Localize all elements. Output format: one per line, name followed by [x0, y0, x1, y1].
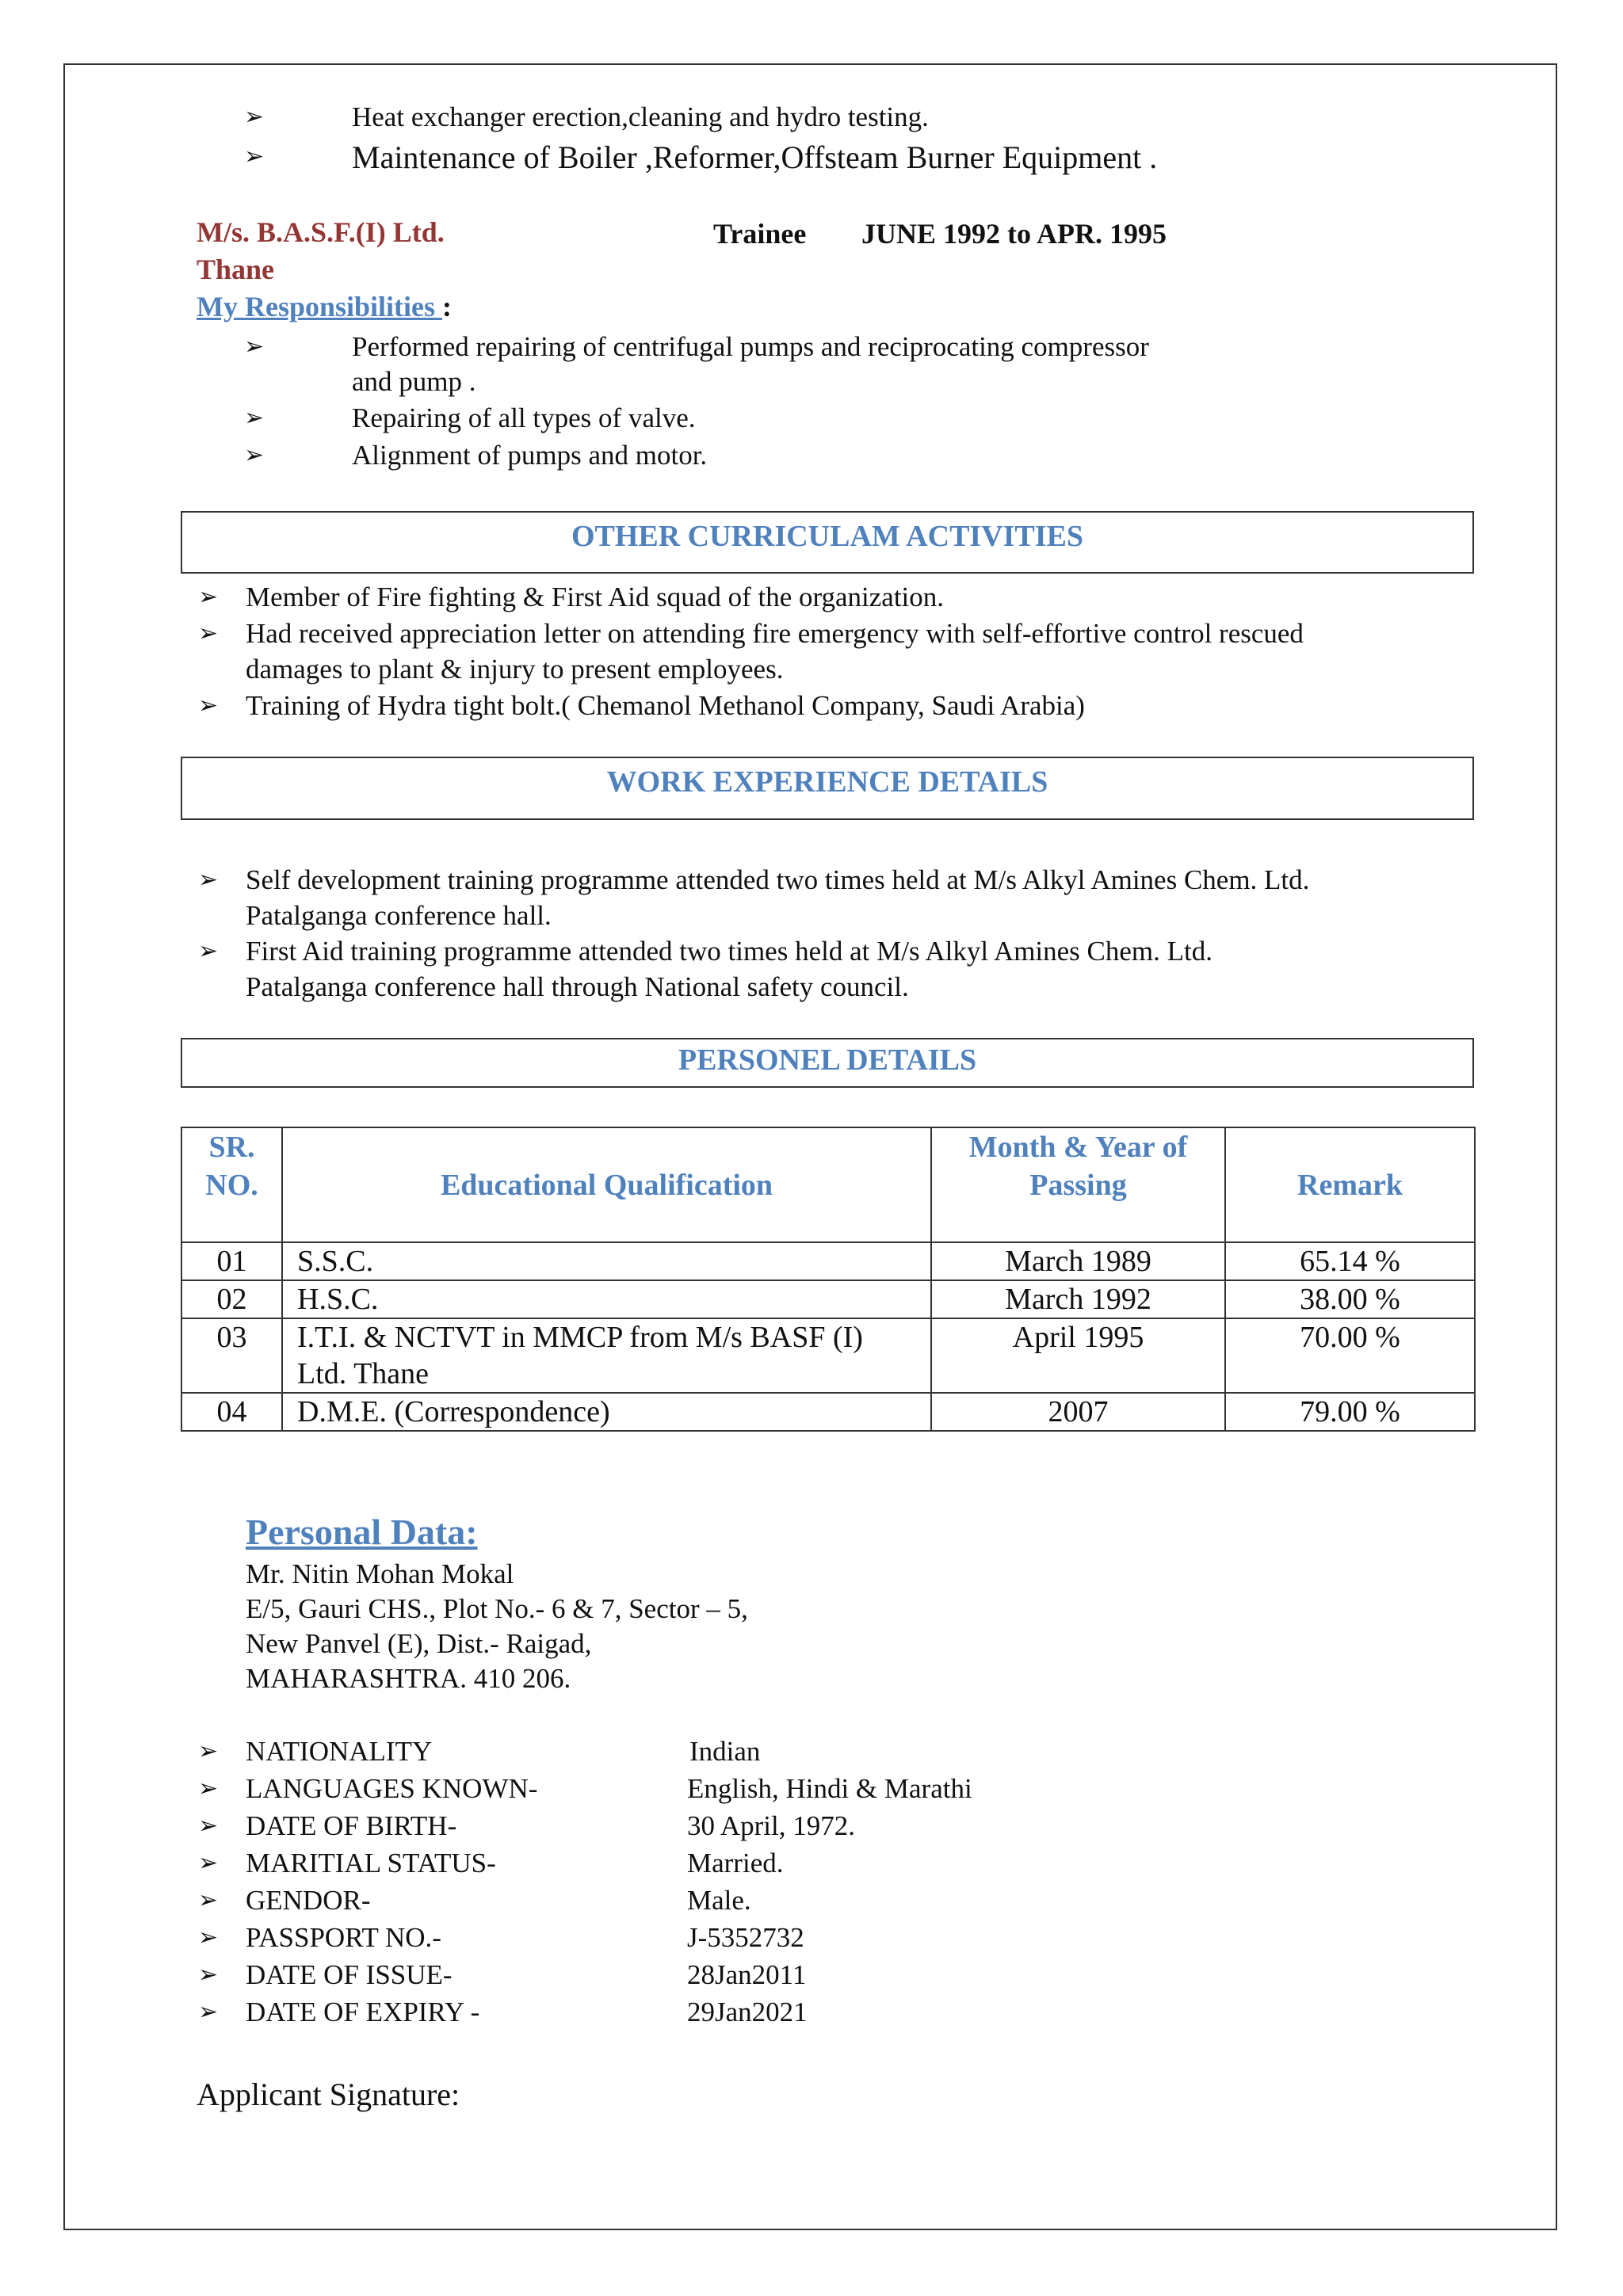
- activity-item: Had received appreciation letter on attending fire emergency with self-effortive control rescued: [246, 618, 1304, 649]
- table-header-row: [181, 1127, 1475, 1242]
- detail-label: PASSPORT NO.-: [246, 1922, 441, 1953]
- bullet-arrow-icon: ➢: [198, 937, 219, 965]
- cell-qualification: H.S.C.: [282, 1280, 931, 1318]
- bullet-arrow-icon: ➢: [244, 103, 265, 131]
- detail-label: GENDOR-: [246, 1885, 371, 1916]
- col-header-month-line2: Passing: [1029, 1169, 1127, 1202]
- cell-qualification-line1: I.T.I. & NCTVT in MMCP from M/s BASF (I): [297, 1321, 863, 1354]
- detail-label: NATIONALITY: [246, 1736, 433, 1767]
- bullet-arrow-icon: ➢: [198, 866, 219, 894]
- cell-sr: 01: [181, 1242, 282, 1280]
- detail-value: Married.: [687, 1848, 784, 1878]
- bullet-arrow-icon: ➢: [198, 1812, 219, 1840]
- section-header-other: [181, 511, 1474, 574]
- bullet-arrow-icon: ➢: [198, 1737, 219, 1765]
- detail-value: Male.: [687, 1885, 751, 1916]
- col-header-month-line1: Month & Year of: [968, 1131, 1188, 1164]
- bullet-arrow-icon: ➢: [198, 692, 219, 719]
- cell-date: March 1992: [931, 1280, 1225, 1318]
- responsibilities-colon: :: [442, 291, 453, 322]
- work-item-cont: Patalganga conference hall through National safety council.: [246, 971, 909, 1002]
- bullet-arrow-icon: ➢: [244, 441, 265, 469]
- work-item: Self development training programme attended two times held at M/s Alkyl Amines Chem. Ltd.: [246, 864, 1310, 895]
- detail-label: DATE OF EXPIRY -: [246, 1997, 480, 2027]
- cell-sr: 02: [181, 1280, 282, 1318]
- section-title: PERSONEL DETAILS: [678, 1043, 977, 1077]
- section-title: WORK EXPERIENCE DETAILS: [606, 765, 1048, 799]
- bullet-arrow-icon: ➢: [198, 1961, 219, 1989]
- job-period: JUNE 1992 to APR. 1995: [861, 218, 1167, 250]
- address-line: E/5, Gauri CHS., Plot No.- 6 & 7, Sector – 5,: [246, 1593, 748, 1624]
- cell-qualification: D.M.E. (Correspondence): [282, 1393, 931, 1431]
- top-bullet-text: Maintenance of Boiler ,Reformer,Offsteam Burner Equipment .: [352, 139, 1158, 175]
- cell-sr: 03: [181, 1318, 282, 1393]
- bullet-arrow-icon: ➢: [198, 1849, 219, 1877]
- responsibilities-heading: [197, 290, 452, 323]
- bullet-arrow-icon: ➢: [198, 1886, 219, 1914]
- col-header-sr: [181, 1127, 282, 1242]
- table-row: [181, 1318, 1475, 1393]
- personal-data-heading: Personal Data:: [246, 1512, 478, 1552]
- education-table: [181, 1127, 1476, 1432]
- applicant-signature-label: Applicant Signature:: [197, 2077, 460, 2112]
- section-title: OTHER CURRICULAM ACTIVITIES: [571, 520, 1084, 553]
- bullet-arrow-icon: ➢: [198, 1998, 219, 2026]
- table-row: [181, 1242, 1475, 1280]
- section-header-work: [181, 757, 1474, 820]
- detail-label: DATE OF BIRTH-: [246, 1810, 457, 1841]
- top-bullet-text: Heat exchanger erection,cleaning and hydro testing.: [352, 101, 929, 132]
- bullet-arrow-icon: ➢: [198, 620, 219, 647]
- detail-value: 29Jan2021: [687, 1997, 808, 2027]
- col-header-sr-line1: SR.: [208, 1131, 255, 1164]
- table-row: [181, 1280, 1475, 1318]
- cell-remark: 79.00 %: [1225, 1393, 1475, 1431]
- responsibility-item: Performed repairing of centrifugal pumps and reciprocating compressor: [352, 331, 1149, 362]
- responsibility-item: Alignment of pumps and motor.: [352, 440, 708, 471]
- company-city: Thane: [197, 254, 275, 285]
- bullet-arrow-icon: ➢: [244, 404, 265, 432]
- table-row: [181, 1393, 1475, 1431]
- detail-label: LANGUAGES KNOWN-: [246, 1773, 538, 1804]
- detail-value: 30 April, 1972.: [687, 1810, 855, 1841]
- detail-value: Indian: [689, 1736, 761, 1767]
- cell-date: 2007: [931, 1393, 1225, 1431]
- personal-name: Mr. Nitin Mohan Mokal: [246, 1558, 514, 1589]
- bullet-arrow-icon: ➢: [244, 143, 265, 170]
- work-item-cont: Patalganga conference hall.: [246, 900, 552, 931]
- job-role: Trainee: [713, 218, 807, 250]
- cell-remark: 70.00 %: [1225, 1318, 1475, 1393]
- detail-value: J-5352732: [687, 1922, 804, 1953]
- address-line: New Panvel (E), Dist.- Raigad,: [246, 1628, 592, 1659]
- col-header-sr-line2: NO.: [205, 1169, 258, 1202]
- detail-value: English, Hindi & Marathi: [687, 1773, 972, 1804]
- cell-remark: 38.00 %: [1225, 1280, 1475, 1318]
- work-item: First Aid training programme attended two times held at M/s Alkyl Amines Chem. Ltd.: [246, 936, 1213, 967]
- cell-qualification: S.S.C.: [282, 1242, 931, 1280]
- activity-item: Training of Hydra tight bolt.( Chemanol Methanol Company, Saudi Arabia): [246, 690, 1085, 721]
- detail-label: DATE OF ISSUE-: [246, 1959, 453, 1990]
- detail-label: MARITIAL STATUS-: [246, 1848, 496, 1878]
- cell-date: April 1995: [931, 1318, 1225, 1393]
- col-header-qualification: Educational Qualification: [282, 1127, 931, 1242]
- activity-item-cont: damages to plant & injury to present employees.: [246, 654, 784, 685]
- section-header-personel: [181, 1038, 1474, 1088]
- responsibilities-heading-text: My Responsibilities: [197, 291, 443, 322]
- bullet-arrow-icon: ➢: [198, 583, 219, 611]
- col-header-month: [931, 1127, 1225, 1242]
- responsibility-item: Repairing of all types of valve.: [352, 402, 696, 433]
- cell-qualification: [282, 1318, 931, 1393]
- bullet-arrow-icon: ➢: [198, 1924, 219, 1951]
- company-name: M/s. B.A.S.F.(I) Ltd.: [197, 216, 445, 248]
- cell-sr: 04: [181, 1393, 282, 1431]
- activity-item: Member of Fire fighting & First Aid squad of the organization.: [246, 582, 945, 612]
- bullet-arrow-icon: ➢: [198, 1775, 219, 1802]
- address-line: MAHARASHTRA. 410 206.: [246, 1663, 571, 1694]
- responsibility-item-cont: and pump .: [352, 366, 476, 397]
- detail-value: 28Jan2011: [687, 1959, 807, 1990]
- cell-date: March 1989: [931, 1242, 1225, 1280]
- cell-remark: 65.14 %: [1225, 1242, 1475, 1280]
- bullet-arrow-icon: ➢: [244, 333, 265, 360]
- col-header-remark: Remark: [1225, 1127, 1475, 1242]
- cell-qualification-line2: Ltd. Thane: [297, 1357, 430, 1390]
